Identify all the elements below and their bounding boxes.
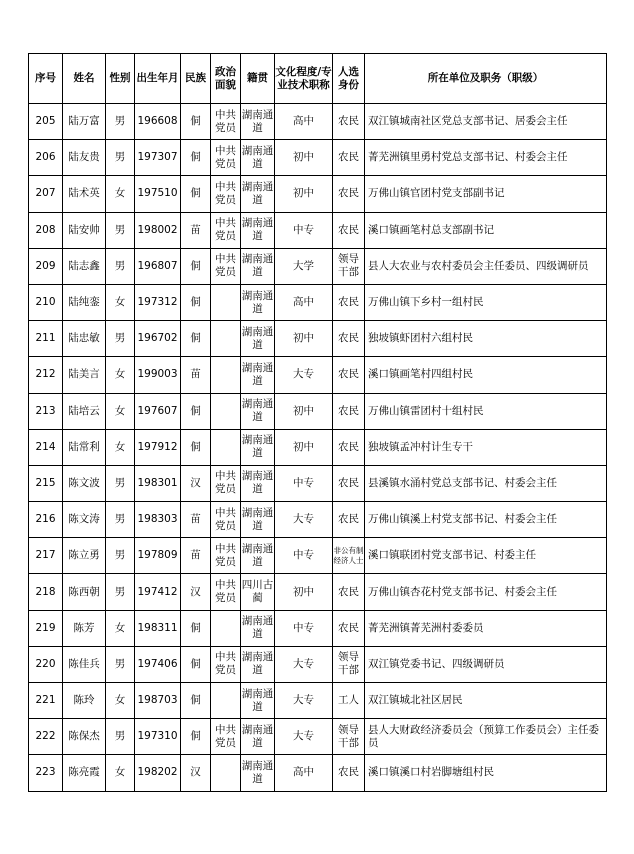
cell-no: 212 <box>29 357 63 393</box>
cell-origin: 湖南通道 <box>241 502 275 538</box>
cell-education: 大专 <box>275 357 333 393</box>
cell-party: 中共党员 <box>211 104 241 140</box>
cell-unit: 县溪镇水涌村党总支部书记、村委会主任 <box>365 465 607 501</box>
cell-identity: 农民 <box>333 321 365 357</box>
cell-birth: 198301 <box>135 465 181 501</box>
cell-sex: 男 <box>106 248 135 284</box>
cell-name: 陈保杰 <box>63 719 106 755</box>
table-row <box>29 393 607 429</box>
cell-origin: 湖南通道 <box>241 465 275 501</box>
cell-sex: 男 <box>106 140 135 176</box>
cell-unit: 万佛山镇下乡村一组村民 <box>365 284 607 320</box>
cell-party <box>211 357 241 393</box>
cell-education: 中专 <box>275 538 333 574</box>
cell-name: 陆安帅 <box>63 212 106 248</box>
cell-unit: 万佛山镇杏花村党支部书记、村委会主任 <box>365 574 607 610</box>
table-row <box>29 646 607 682</box>
cell-ethnic: 苗 <box>181 357 211 393</box>
cell-sex: 女 <box>106 755 135 791</box>
cell-birth: 199003 <box>135 357 181 393</box>
table-row <box>29 248 607 284</box>
table-row <box>29 104 607 140</box>
cell-sex: 女 <box>106 610 135 646</box>
cell-no: 207 <box>29 176 63 212</box>
cell-sex: 女 <box>106 176 135 212</box>
cell-education: 中专 <box>275 610 333 646</box>
cell-party <box>211 610 241 646</box>
cell-sex: 男 <box>106 719 135 755</box>
cell-sex: 男 <box>106 104 135 140</box>
cell-identity: 农民 <box>333 176 365 212</box>
cell-ethnic: 侗 <box>181 610 211 646</box>
cell-identity: 农民 <box>333 429 365 465</box>
cell-no: 221 <box>29 683 63 719</box>
cell-education: 高中 <box>275 284 333 320</box>
cell-party: 中共党员 <box>211 719 241 755</box>
table-row <box>29 321 607 357</box>
cell-ethnic: 侗 <box>181 393 211 429</box>
cell-identity: 农民 <box>333 104 365 140</box>
cell-education: 初中 <box>275 574 333 610</box>
cell-birth: 197307 <box>135 140 181 176</box>
cell-ethnic: 侗 <box>181 104 211 140</box>
cell-no: 218 <box>29 574 63 610</box>
cell-no: 208 <box>29 212 63 248</box>
cell-party <box>211 393 241 429</box>
cell-unit: 万佛山镇雷团村十组村民 <box>365 393 607 429</box>
cell-ethnic: 汉 <box>181 574 211 610</box>
cell-origin: 湖南通道 <box>241 646 275 682</box>
cell-ethnic: 侗 <box>181 140 211 176</box>
cell-education: 大学 <box>275 248 333 284</box>
cell-origin: 湖南通道 <box>241 140 275 176</box>
cell-no: 217 <box>29 538 63 574</box>
cell-origin: 湖南通道 <box>241 393 275 429</box>
cell-unit: 溪口镇联团村党支部书记、村委主任 <box>365 538 607 574</box>
cell-education: 大专 <box>275 683 333 719</box>
table-row <box>29 610 607 646</box>
cell-unit: 独坡镇孟冲村计生专干 <box>365 429 607 465</box>
cell-identity: 领导干部 <box>333 646 365 682</box>
cell-origin: 湖南通道 <box>241 104 275 140</box>
cell-sex: 女 <box>106 393 135 429</box>
cell-birth: 198703 <box>135 683 181 719</box>
cell-birth: 198202 <box>135 755 181 791</box>
cell-sex: 男 <box>106 502 135 538</box>
cell-birth: 197412 <box>135 574 181 610</box>
cell-party: 中共党员 <box>211 502 241 538</box>
cell-education: 中专 <box>275 465 333 501</box>
cell-identity: 农民 <box>333 610 365 646</box>
cell-birth: 196608 <box>135 104 181 140</box>
cell-name: 陆常利 <box>63 429 106 465</box>
cell-education: 初中 <box>275 176 333 212</box>
cell-no: 213 <box>29 393 63 429</box>
cell-unit: 独坡镇虾团村六组村民 <box>365 321 607 357</box>
cell-no: 220 <box>29 646 63 682</box>
cell-unit: 菁芜洲镇菁芜洲村委委员 <box>365 610 607 646</box>
cell-sex: 男 <box>106 321 135 357</box>
cell-name: 陈文波 <box>63 465 106 501</box>
cell-identity: 工人 <box>333 683 365 719</box>
cell-unit: 溪口镇画笔村总支部副书记 <box>365 212 607 248</box>
cell-birth: 197310 <box>135 719 181 755</box>
cell-education: 高中 <box>275 755 333 791</box>
table-row <box>29 465 607 501</box>
cell-name: 陆忠敏 <box>63 321 106 357</box>
cell-identity: 农民 <box>333 212 365 248</box>
cell-party: 中共党员 <box>211 538 241 574</box>
cell-birth: 198311 <box>135 610 181 646</box>
cell-ethnic: 汉 <box>181 755 211 791</box>
cell-no: 222 <box>29 719 63 755</box>
cell-sex: 男 <box>106 574 135 610</box>
cell-sex: 女 <box>106 429 135 465</box>
cell-sex: 男 <box>106 538 135 574</box>
cell-no: 210 <box>29 284 63 320</box>
cell-origin: 湖南通道 <box>241 176 275 212</box>
cell-no: 216 <box>29 502 63 538</box>
cell-ethnic: 侗 <box>181 321 211 357</box>
table-row <box>29 755 607 791</box>
cell-party <box>211 429 241 465</box>
cell-party: 中共党员 <box>211 465 241 501</box>
cell-sex: 女 <box>106 284 135 320</box>
cell-ethnic: 侗 <box>181 683 211 719</box>
cell-identity: 农民 <box>333 284 365 320</box>
table-row <box>29 538 607 574</box>
cell-birth: 196807 <box>135 248 181 284</box>
cell-identity: 农民 <box>333 465 365 501</box>
header-origin: 籍贯 <box>241 54 275 104</box>
table-row <box>29 357 607 393</box>
cell-education: 初中 <box>275 321 333 357</box>
cell-party: 中共党员 <box>211 212 241 248</box>
cell-unit: 万佛山镇官团村党支部副书记 <box>365 176 607 212</box>
cell-ethnic: 侗 <box>181 429 211 465</box>
cell-ethnic: 侗 <box>181 646 211 682</box>
cell-party: 中共党员 <box>211 574 241 610</box>
cell-name: 陆术英 <box>63 176 106 212</box>
cell-unit: 县人大农业与农村委员会主任委员、四级调研员 <box>365 248 607 284</box>
roster-table <box>28 53 607 792</box>
cell-unit: 溪口镇溪口村岩脚塘组村民 <box>365 755 607 791</box>
cell-unit: 溪口镇画笔村四组村民 <box>365 357 607 393</box>
cell-unit: 双江镇城北社区居民 <box>365 683 607 719</box>
cell-origin: 四川古蔺 <box>241 574 275 610</box>
table-row <box>29 284 607 320</box>
header-birth: 出生年月 <box>135 54 181 104</box>
cell-identity: 领导干部 <box>333 248 365 284</box>
cell-sex: 男 <box>106 465 135 501</box>
cell-origin: 湖南通道 <box>241 538 275 574</box>
header-ethnic: 民族 <box>181 54 211 104</box>
cell-name: 陆美言 <box>63 357 106 393</box>
cell-party <box>211 321 241 357</box>
cell-birth: 197406 <box>135 646 181 682</box>
cell-party: 中共党员 <box>211 176 241 212</box>
cell-identity: 农民 <box>333 140 365 176</box>
cell-identity: 领导干部 <box>333 719 365 755</box>
cell-name: 陆培云 <box>63 393 106 429</box>
cell-name: 陈西朝 <box>63 574 106 610</box>
cell-no: 211 <box>29 321 63 357</box>
cell-identity: 农民 <box>333 574 365 610</box>
cell-ethnic: 侗 <box>181 719 211 755</box>
cell-origin: 湖南通道 <box>241 610 275 646</box>
cell-unit: 万佛山镇溪上村党支部书记、村委会主任 <box>365 502 607 538</box>
cell-sex: 男 <box>106 646 135 682</box>
cell-education: 初中 <box>275 429 333 465</box>
cell-no: 215 <box>29 465 63 501</box>
cell-birth: 197312 <box>135 284 181 320</box>
cell-name: 陈亮霞 <box>63 755 106 791</box>
cell-birth: 198002 <box>135 212 181 248</box>
header-name: 姓名 <box>63 54 106 104</box>
cell-ethnic: 汉 <box>181 465 211 501</box>
cell-unit: 双江镇城南社区党总支部书记、居委会主任 <box>365 104 607 140</box>
cell-no: 219 <box>29 610 63 646</box>
cell-name: 陆纯銮 <box>63 284 106 320</box>
cell-education: 初中 <box>275 393 333 429</box>
cell-ethnic: 侗 <box>181 176 211 212</box>
cell-no: 223 <box>29 755 63 791</box>
table-row <box>29 429 607 465</box>
cell-birth: 197912 <box>135 429 181 465</box>
cell-name: 陈佳兵 <box>63 646 106 682</box>
cell-party <box>211 755 241 791</box>
cell-party <box>211 284 241 320</box>
header-sex: 性别 <box>106 54 135 104</box>
cell-origin: 湖南通道 <box>241 212 275 248</box>
cell-origin: 湖南通道 <box>241 357 275 393</box>
cell-ethnic: 侗 <box>181 284 211 320</box>
cell-name: 陆友贵 <box>63 140 106 176</box>
cell-ethnic: 苗 <box>181 502 211 538</box>
cell-sex: 女 <box>106 357 135 393</box>
table-row <box>29 212 607 248</box>
cell-birth: 197809 <box>135 538 181 574</box>
cell-identity: 非公有制经济人士 <box>333 538 365 574</box>
table-row <box>29 176 607 212</box>
cell-unit: 县人大财政经济委员会（预算工作委员会）主任委员 <box>365 719 607 755</box>
table-row <box>29 683 607 719</box>
header-identity: 人选身份 <box>333 54 365 104</box>
cell-unit: 菁芜洲镇里勇村党总支部书记、村委会主任 <box>365 140 607 176</box>
table-row <box>29 502 607 538</box>
cell-party: 中共党员 <box>211 140 241 176</box>
cell-party <box>211 683 241 719</box>
cell-education: 高中 <box>275 104 333 140</box>
cell-no: 206 <box>29 140 63 176</box>
header-row <box>29 54 607 104</box>
cell-name: 陆志鑫 <box>63 248 106 284</box>
table-row <box>29 140 607 176</box>
cell-identity: 农民 <box>333 502 365 538</box>
cell-name: 陆万富 <box>63 104 106 140</box>
cell-education: 大专 <box>275 646 333 682</box>
header-unit: 所在单位及职务（职级） <box>365 54 607 104</box>
cell-education: 初中 <box>275 140 333 176</box>
cell-name: 陈玲 <box>63 683 106 719</box>
cell-birth: 197510 <box>135 176 181 212</box>
cell-unit: 双江镇党委书记、四级调研员 <box>365 646 607 682</box>
cell-party: 中共党员 <box>211 646 241 682</box>
table-body <box>29 104 607 792</box>
cell-name: 陈文涛 <box>63 502 106 538</box>
cell-name: 陈芳 <box>63 610 106 646</box>
cell-name: 陈立勇 <box>63 538 106 574</box>
cell-origin: 湖南通道 <box>241 683 275 719</box>
header-party: 政治面貌 <box>211 54 241 104</box>
cell-birth: 198303 <box>135 502 181 538</box>
cell-education: 大专 <box>275 719 333 755</box>
cell-no: 214 <box>29 429 63 465</box>
cell-birth: 197607 <box>135 393 181 429</box>
cell-ethnic: 苗 <box>181 212 211 248</box>
cell-ethnic: 苗 <box>181 538 211 574</box>
cell-party: 中共党员 <box>211 248 241 284</box>
cell-education: 中专 <box>275 212 333 248</box>
cell-no: 205 <box>29 104 63 140</box>
cell-education: 大专 <box>275 502 333 538</box>
cell-identity: 农民 <box>333 357 365 393</box>
header-no: 序号 <box>29 54 63 104</box>
cell-identity: 农民 <box>333 755 365 791</box>
table-row <box>29 574 607 610</box>
cell-identity: 农民 <box>333 393 365 429</box>
cell-origin: 湖南通道 <box>241 321 275 357</box>
table-row <box>29 719 607 755</box>
cell-ethnic: 侗 <box>181 248 211 284</box>
cell-no: 209 <box>29 248 63 284</box>
cell-origin: 湖南通道 <box>241 284 275 320</box>
cell-origin: 湖南通道 <box>241 248 275 284</box>
header-education: 文化程度/专业技术职称 <box>275 54 333 104</box>
cell-origin: 湖南通道 <box>241 429 275 465</box>
cell-sex: 男 <box>106 212 135 248</box>
cell-origin: 湖南通道 <box>241 755 275 791</box>
cell-birth: 196702 <box>135 321 181 357</box>
cell-origin: 湖南通道 <box>241 719 275 755</box>
cell-sex: 女 <box>106 683 135 719</box>
